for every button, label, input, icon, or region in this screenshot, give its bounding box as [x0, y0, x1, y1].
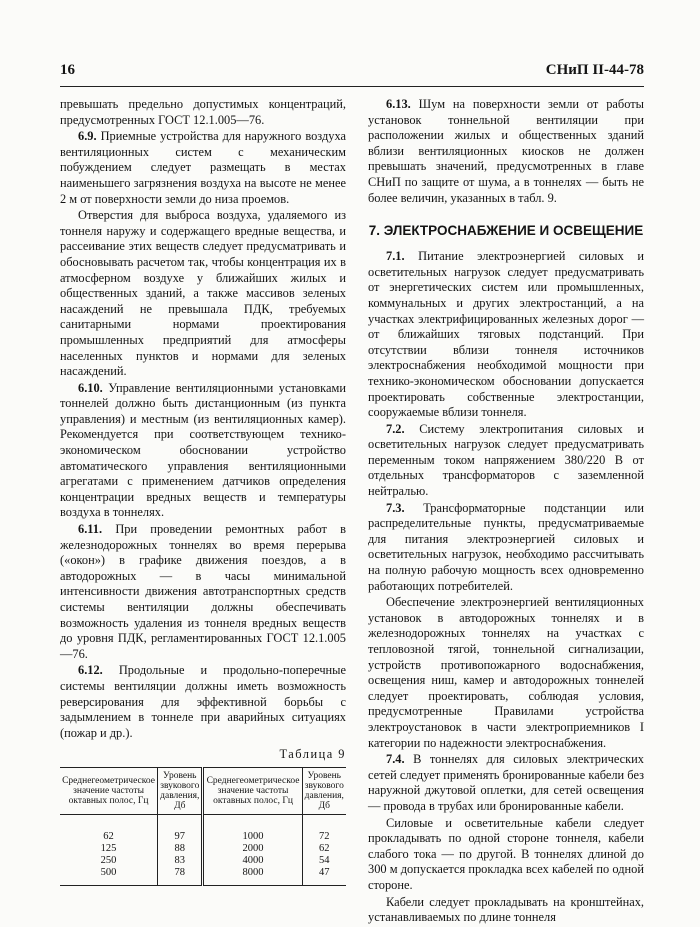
table-cell: 2000 [203, 843, 302, 855]
document-code: СНиП II-44-78 [545, 62, 644, 78]
table-cell: 125 [60, 843, 158, 855]
table-caption: Таблица 9 [279, 747, 346, 762]
paragraph-text: Приемные устройства для наружного воздуха вентиляционных систем с механическим побуждением следует размещать в местах наименьшего загрязнения воздуха на высоте не менее 2 м от поверхности земли до низа проемов. [60, 129, 346, 206]
table-row [60, 855, 346, 867]
table-cell: 88 [158, 843, 203, 855]
table-cell: 62 [60, 814, 158, 843]
paragraph-text: Шум на поверхности земли от работы установок тоннельной вентиляции при расположении жилых и общественных зданий вблизи вентиляционных киосков не должен превышать значений, предусмотренных в главе СНиП по защите от шума, а в тоннелях — быть не более величин, указанных в табл. 9. [368, 97, 644, 205]
table-header-row [60, 767, 346, 814]
table-cell: 97 [158, 814, 203, 843]
clause-number: 7.4. [386, 752, 405, 767]
paragraph-text: При проведении ремонтных работ в железнодорожных тоннелях во время перерыва («окон») в графике движения поездов, а в автодорожных — в часы минимальной интенсивности движения автотранспортных средств системы вентиляции должны обеспечивать возможность удаления из тоннеля вредных веществ до уровня ПДК, регламентированных ГОСТ 12.1.005—76. [60, 522, 346, 661]
section-title: 7. ЭЛЕКТРОСНАБЖЕНИЕ И ОСВЕЩЕНИЕ [368, 223, 644, 239]
clause-number: 7.3. [386, 500, 405, 515]
paragraph-7-2 [368, 422, 644, 500]
paragraph-text: Продольные и продольно-поперечные системы вентиляции должны иметь возможность реверсирования для эффективной борьбы с задымлением в тоннеле при аварийных ситуациях (пожар и др.). [60, 663, 346, 740]
page-number: 16 [60, 62, 75, 78]
paragraph-text: Систему электропитания силовых и осветительных нагрузок следует предусматривать переменным током напряжением 380/220 В от отдельных трансформаторов с заземленной нейтралью. [368, 421, 644, 499]
paragraph-6-9 [60, 129, 346, 207]
table-cell: 62 [319, 842, 330, 854]
table-cell: 78 [158, 867, 203, 886]
clause-number: 6.10. [78, 380, 103, 395]
paragraph-7-3 [368, 501, 644, 595]
paragraph-7-4-cont2: Кабели следует прокладывать на кронштейнах, устанавливаемых по длине тоннеля [368, 894, 644, 925]
table-cell: 47 [302, 867, 346, 886]
paragraph-text: Управление вентиляционными установками тоннелей должно быть дистанционным (из пункта управления) и местным (из вентиляционных камер). Рекомендуется при соответствующем технико-экономическом обосновании устройство автоматического управления вентиляционными агрегатами с применением датчиков определения концентрации вредных веществ и температуры воздуха в тоннелях. [60, 380, 346, 520]
paragraph-7-4-cont: Силовые и осветительные кабели следует прокладывать по одной стороне тоннеля, кабели слабого тока — по другой. В тоннелях длиной до 300 м допускается прокладка всех кабелей по одной стороне. [368, 815, 644, 892]
table-row [60, 814, 346, 843]
column-header: Уровень звукового давления, Дб [302, 767, 346, 814]
table-cell: 8000 [203, 867, 302, 886]
clause-number: 6.12. [78, 663, 103, 678]
paragraph-6-11 [60, 522, 346, 662]
paragraph-text: Питание электроэнергией силовых и осветительных нагрузок следует предусматривать от энергетических систем или промышленных, коммунальных и других электростанций, а на участках электрифицированных железных дорог — от ближайших тяговых подстанций. При отсутствии вблизи тоннеля источников электроснабжения необходимой мощности при технико-экономическом обосновании допускается проектировать собственные электростанции, сооружаемые вблизи тоннеля. [368, 249, 644, 420]
table-cell: 500 [60, 867, 158, 886]
paragraph-6-12 [60, 663, 346, 741]
paragraph-6-8-end: превышать предельно допустимых концентраций, предусмотренных ГОСТ 12.1.005—76. [60, 97, 346, 127]
table-row [60, 843, 346, 855]
table-cell: 1000 [203, 814, 302, 843]
paragraph-6-13 [368, 97, 644, 206]
clause-number: 6.11. [78, 522, 103, 537]
clause-number: 7.2. [386, 421, 405, 436]
column-header: Среднегеометрическое значение частоты октавных полос, Гц [203, 767, 302, 814]
table-cell: 250 [60, 855, 158, 867]
table-row [60, 867, 346, 886]
table-9 [60, 767, 346, 886]
left-column [60, 97, 346, 886]
table-cell: 54 [319, 854, 330, 866]
column-header: Уровень звукового давления, Дб [158, 767, 203, 814]
paragraph-6-10 [60, 381, 346, 521]
paragraph-text: Трансформаторные подстанции или распределительные пункты, предусматриваемые для питания электроэнергией силовых и осветительных нагрузок, необходимо рассчитывать на полную рабочую мощность всех одновременно работающих потребителей. [368, 500, 644, 593]
paragraph-7-3-cont: Обеспечение электроэнергией вентиляционных установок в автодорожных тоннелях и в железнодорожных тоннелях на участках с тепловозной тягой, тоннельной сигнализации, устройств противопожарного водоснабжения, освещения ниш, камер и автодорожных тоннелей следует проектировать, соблюдая условия, предусмотренные Правилами устройства электроустановок в части электроприемников I категории по надежности электроснабжения. [368, 595, 644, 750]
clause-number: 7.1. [386, 249, 405, 264]
table-cell: 72 [319, 830, 330, 842]
paragraph-7-4 [368, 752, 644, 814]
column-header: Среднегеометрическое значение частоты октавных полос, Гц [60, 767, 158, 814]
clause-number: 6.13. [386, 97, 411, 111]
table-cell: 83 [158, 855, 203, 867]
header-rule [60, 86, 644, 87]
clause-number: 6.9. [78, 129, 97, 144]
paragraph-text: В тоннелях для силовых электрических сетей следует применять бронированные кабели без наружной джутовой оплетки, для сетей освещения — провода в трубах или бронированные кабели. [368, 752, 644, 813]
paragraph-7-1 [368, 249, 644, 421]
right-column [368, 97, 644, 927]
page-header [60, 62, 644, 82]
paragraph-6-9-cont: Отверстия для выброса воздуха, удаляемого из тоннеля наружу и содержащего вредные вещества, и рассеивание этих веществ следует предусматривать и обосновывать расчетом так, чтобы концентрация их в атмосферном воздухе у ближайших жилых и общественных зданий, а также массивов зеленых насаждений не превышала ПДК, требуемых санитарными нормами проектирования промышленных предприятий для атмосферы населенных пунктов и нормами для зеленых насаждений. [60, 208, 346, 379]
table-cell: 4000 [203, 855, 302, 867]
